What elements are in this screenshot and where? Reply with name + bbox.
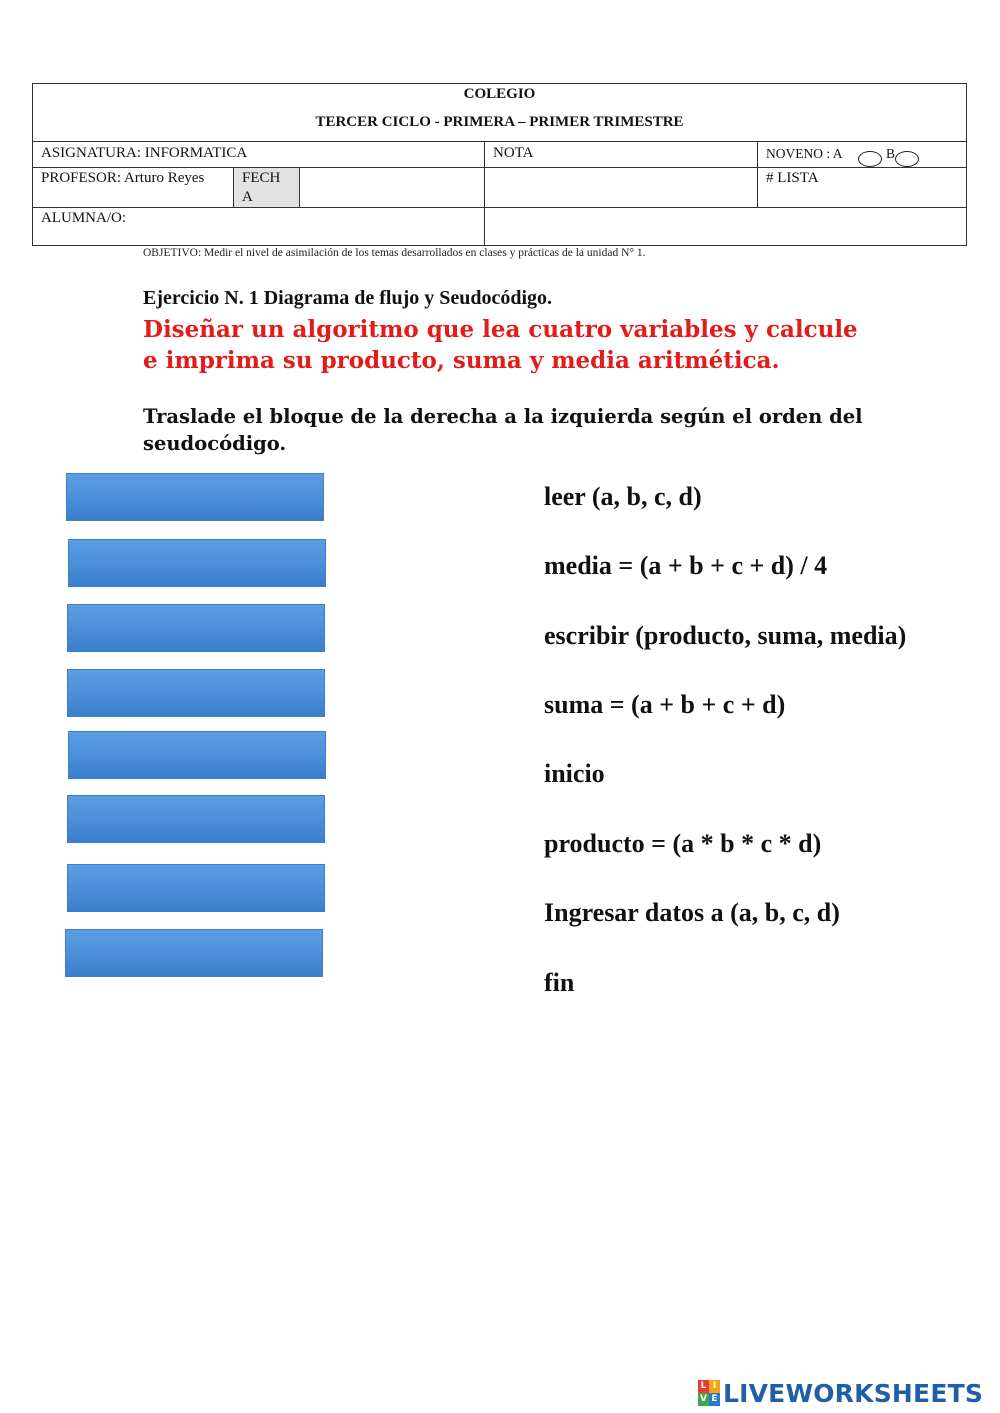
draggable-block-suma[interactable]: suma = (a + b + c + d) — [544, 690, 786, 719]
option-a-bubble[interactable] — [858, 151, 882, 167]
drop-slot-2[interactable] — [68, 539, 326, 587]
header-title-row — [33, 84, 966, 142]
header-table — [32, 83, 967, 246]
liveworksheets-logo-icon — [698, 1380, 720, 1406]
draggable-block-escribir[interactable]: escribir (producto, suma, media) — [544, 621, 907, 650]
exercise-instruction: Traslade el bloque de la derecha a la izquierda según el orden del seudocódigo. — [143, 405, 863, 455]
liveworksheets-logo — [698, 1378, 983, 1408]
drop-slot-5[interactable] — [68, 731, 326, 779]
draggable-block-inicio[interactable]: inicio — [544, 759, 605, 788]
draggable-block-fin[interactable]: fin — [544, 968, 575, 997]
teacher-cell: PROFESOR: Arturo Reyes — [41, 170, 205, 186]
drop-slot-3[interactable] — [67, 604, 325, 652]
exercise-title: Ejercicio N. 1 Diagrama de flujo y Seudocódigo. — [143, 287, 553, 309]
course-label: NOVENO : A — [766, 146, 843, 161]
option-b-bubble[interactable] — [895, 151, 919, 167]
course-b-label: B — [886, 146, 896, 161]
logo-letter: E — [709, 1393, 720, 1406]
subject-cell: ASIGNATURA: INFORMATICA — [41, 145, 248, 161]
drop-slot-4[interactable] — [67, 669, 325, 717]
logo-text: LIVEWORKSHEETS — [723, 1378, 984, 1408]
draggable-block-leer[interactable]: leer (a, b, c, d) — [544, 482, 702, 511]
school-name: COLEGIO — [463, 86, 536, 102]
cycle-title: TERCER CICLO - PRIMERA – PRIMER TRIMESTRE — [315, 114, 684, 130]
draggable-block-producto[interactable]: producto = (a * b * c * d) — [544, 829, 822, 858]
drop-slot-1[interactable] — [66, 473, 324, 521]
date-label: FECH A — [242, 170, 281, 205]
logo-letter: I — [709, 1380, 720, 1393]
drop-slot-6[interactable] — [67, 795, 325, 843]
drop-slot-7[interactable] — [67, 864, 325, 912]
draggable-block-media[interactable]: media = (a + b + c + d) / 4 — [544, 551, 828, 580]
objective-text: OBJETIVO: Medir el nivel de asimilación de los temas desarrollados en clases y prácticas de la unidad N° 1. — [143, 247, 646, 259]
grade-label: NOTA — [493, 145, 534, 161]
exercise-description: Diseñar un algoritmo que lea cuatro variables y calcule e imprima su producto, suma y media aritmética. — [143, 316, 858, 374]
draggable-block-ingresar[interactable]: Ingresar datos a (a, b, c, d) — [544, 898, 840, 927]
logo-letter: V — [698, 1393, 709, 1406]
drop-slot-8[interactable] — [65, 929, 323, 977]
logo-letter: L — [698, 1380, 709, 1393]
student-name-cell: ALUMNA/O: — [41, 210, 126, 226]
list-number-label: # LISTA — [766, 170, 819, 186]
